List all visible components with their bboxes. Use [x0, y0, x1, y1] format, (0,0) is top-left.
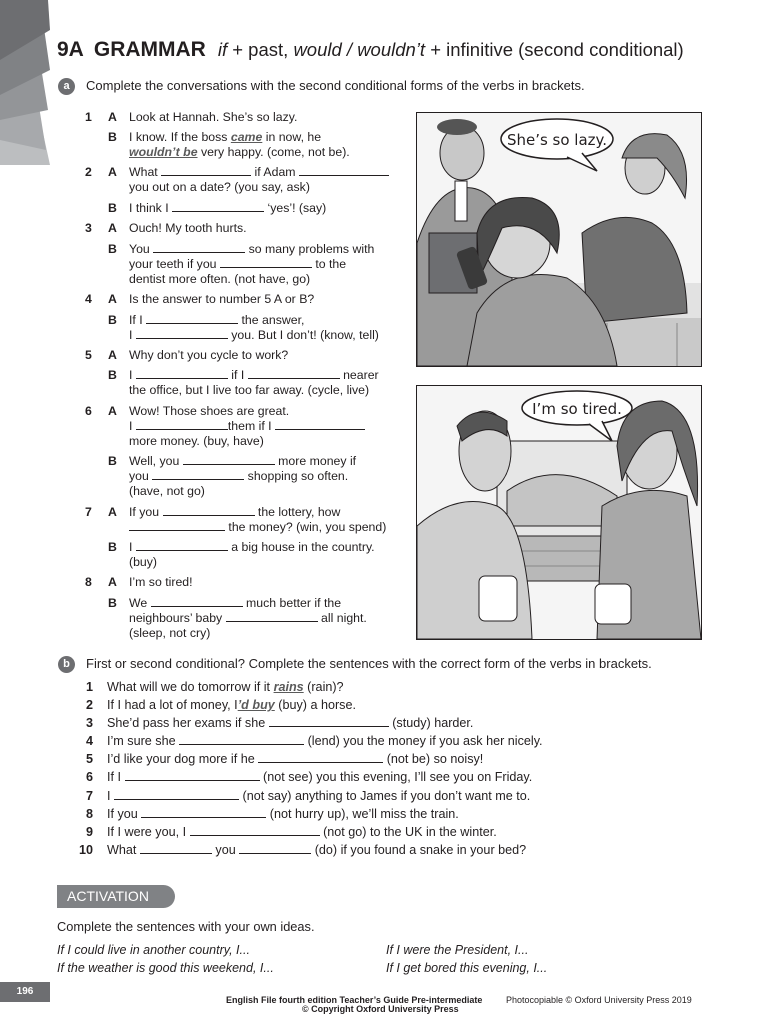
idea-prompt: If I were the President, I...: [386, 943, 529, 957]
answer-blank[interactable]: [114, 789, 239, 800]
section-b-instruction: First or second conditional? Complete the sentences with the correct form of the verbs in brackets.: [86, 656, 652, 671]
dialogue-line: Well, you more money if: [129, 454, 357, 468]
answer-blank[interactable]: [136, 419, 228, 430]
sentence-row: I’d like your dog more if he (not be) so noisy!: [107, 752, 484, 766]
page-number: 196: [0, 982, 50, 1002]
answer-blank[interactable]: [152, 469, 244, 480]
dialogue-line: your teeth if you to the: [129, 257, 347, 271]
unit-code: 9A: [57, 38, 84, 61]
answer-blank[interactable]: [183, 454, 275, 465]
dialogue-line: You so many problems with: [129, 242, 375, 256]
item-number: 5: [86, 752, 94, 766]
dialogue-line: Look at Hannah. She’s so lazy.: [129, 110, 298, 124]
sentence-row: I (not say) anything to James if you don’t want me to.: [107, 789, 531, 803]
answer-blank[interactable]: [258, 752, 383, 763]
answer-blank[interactable]: [136, 328, 228, 339]
speaker-a: A: [108, 292, 117, 306]
speaker-b: B: [108, 130, 117, 144]
item-number: 5: [85, 348, 92, 362]
answer-blank[interactable]: [141, 807, 266, 818]
item-number: 4: [85, 292, 92, 306]
dialogue-line: the office, but I live too far away. (cycle, live): [129, 383, 370, 397]
sentence-row: I’m sure she (lend) you the money if you ask her nicely.: [107, 734, 543, 748]
answer-blank[interactable]: [172, 201, 264, 212]
section-b-badge: b: [58, 656, 75, 673]
dialogue-line: What if Adam: [129, 165, 389, 180]
answer-blank[interactable]: [136, 368, 228, 379]
item-number: 9: [86, 825, 94, 839]
speaker-b: B: [108, 596, 117, 610]
cartoon-office-illustration: [416, 112, 702, 367]
item-number: 7: [86, 789, 94, 803]
speaker-b: B: [108, 368, 117, 382]
answer-blank[interactable]: [163, 505, 255, 516]
speaker-b: B: [108, 454, 117, 468]
idea-prompt: If I get bored this evening, I...: [386, 961, 548, 975]
activation-label: ACTIVATION: [57, 885, 175, 908]
item-number: 2: [85, 165, 92, 179]
item-number: 3: [85, 221, 92, 235]
dialogue-line: the money? (win, you spend): [129, 520, 386, 535]
dialogue-line: If you the lottery, how: [129, 505, 341, 519]
dialogue-line: (have, not go): [129, 484, 205, 498]
dialogue-line: Why don’t you cycle to work?: [129, 348, 289, 362]
footer-photocopiable: Photocopiable © Oxford University Press 2019: [506, 995, 692, 1005]
dialogue-line: We much better if the: [129, 596, 342, 610]
idea-prompt: If the weather is good this weekend, I...: [57, 961, 274, 975]
item-number: 8: [86, 807, 94, 821]
speaker-a: A: [108, 348, 117, 362]
footer-copyright: © Copyright Oxford University Press: [302, 1004, 459, 1014]
decorative-fan: [0, 0, 50, 165]
answer-blank[interactable]: [140, 843, 212, 854]
dialogue-line: I’m so tired!: [129, 575, 193, 589]
dialogue-line: Is the answer to number 5 A or B?: [129, 292, 315, 306]
cartoon-tired-couple-illustration: [416, 385, 702, 640]
dialogue-line: I know. If the boss came in now, he: [129, 130, 322, 144]
speaker-a: A: [108, 110, 117, 124]
item-number: 6: [85, 404, 92, 418]
section-a-instruction: Complete the conversations with the second conditional forms of the verbs in brackets.: [86, 78, 585, 93]
answer-blank[interactable]: [146, 313, 238, 324]
dialogue-line: Ouch! My tooth hurts.: [129, 221, 247, 235]
speaker-a: A: [108, 575, 117, 589]
answer-blank[interactable]: [129, 520, 225, 531]
answer-blank[interactable]: [220, 257, 312, 268]
tired-scene-drawing: [417, 386, 701, 639]
dialogue-line: dentist more often. (not have, go): [129, 272, 311, 286]
dialogue-line: you shopping so often.: [129, 469, 349, 483]
footer-book-title: English File fourth edition Teacher’s Guide Pre-intermediate: [226, 995, 483, 1005]
speaker-b: B: [108, 540, 117, 554]
sentence-row: What you (do) if you found a snake in your bed?: [107, 843, 527, 857]
sentence-row: If I were you, I (not go) to the UK in the winter.: [107, 825, 497, 839]
dialogue-line: I a big house in the country.: [129, 540, 375, 554]
dialogue-line: Wow! Those shoes are great.: [129, 404, 290, 418]
grammar-label: GRAMMAR: [93, 38, 206, 61]
answer-blank[interactable]: [269, 716, 389, 727]
example-answer: wouldn’t be: [129, 145, 198, 159]
answer-blank[interactable]: [125, 770, 260, 781]
sentence-row: She’d pass her exams if she (study) harder.: [107, 716, 474, 730]
item-number: 1: [86, 680, 94, 694]
answer-blank[interactable]: [153, 242, 245, 253]
speaker-b: B: [108, 313, 117, 327]
office-scene-drawing: [417, 113, 701, 366]
sentence-row: What will we do tomorrow if it rains (rain)?: [107, 680, 344, 694]
page-title: 9A GRAMMAR if + past, would / wouldn’t + infinitive (second conditional): [57, 38, 684, 61]
answer-blank[interactable]: [151, 596, 243, 607]
answer-blank[interactable]: [226, 611, 318, 622]
item-number: 8: [85, 575, 92, 589]
speaker-b: B: [108, 201, 117, 215]
sentence-row: If you (not hurry up), we’ll miss the train.: [107, 807, 459, 821]
dialogue-line: (buy): [129, 555, 158, 569]
item-number: 4: [86, 734, 94, 748]
sentence-row: If I (not see) you this evening, I’ll see you on Friday.: [107, 770, 533, 784]
dialogue-line: I you. But I don’t! (know, tell): [129, 328, 379, 342]
item-number: 3: [86, 716, 94, 730]
item-number: 1: [85, 110, 92, 124]
speech-bubble-text: I’m so tired.: [532, 400, 622, 418]
answer-blank[interactable]: [136, 540, 228, 551]
answer-blank[interactable]: [299, 165, 389, 176]
answer-blank[interactable]: [179, 734, 304, 745]
speaker-a: A: [108, 404, 117, 418]
dialogue-line: I think I ‘yes’! (say): [129, 201, 327, 215]
dialogue-line: I if I nearer: [129, 368, 379, 382]
activation-instruction: Complete the sentences with your own ideas.: [57, 919, 315, 934]
dialogue-line: If I the answer,: [129, 313, 305, 327]
example-answer: ’d buy: [237, 698, 275, 712]
dialogue-line: you out on a date? (you say, ask): [129, 180, 310, 194]
example-answer: rains: [273, 680, 304, 694]
item-number: 10: [79, 843, 94, 857]
answer-blank[interactable]: [190, 825, 320, 836]
dialogue-line: (sleep, not cry): [129, 626, 211, 640]
item-number: 6: [86, 770, 94, 784]
answer-blank[interactable]: [248, 368, 340, 379]
idea-prompt: If I could live in another country, I...: [57, 943, 250, 957]
answer-blank[interactable]: [161, 165, 251, 176]
dialogue-line: I them if I: [129, 419, 365, 434]
speaker-a: A: [108, 221, 117, 235]
item-number: 2: [86, 698, 94, 712]
speaker-a: A: [108, 165, 117, 179]
speech-bubble-text: She’s so lazy.: [506, 131, 608, 149]
speaker-a: A: [108, 505, 117, 519]
item-number: 7: [85, 505, 92, 519]
example-answer: came: [230, 130, 263, 144]
dialogue-line: neighbours’ baby all night.: [129, 611, 367, 625]
answer-blank[interactable]: [239, 843, 311, 854]
speaker-b: B: [108, 242, 117, 256]
section-a-badge: a: [58, 78, 75, 95]
dialogue-line: more money. (buy, have): [129, 434, 264, 448]
answer-blank[interactable]: [275, 419, 365, 430]
dialogue-line: wouldn’t be very happy. (come, not be).: [129, 145, 350, 159]
sentence-row: If I had a lot of money, I’d buy (buy) a horse.: [107, 698, 356, 712]
